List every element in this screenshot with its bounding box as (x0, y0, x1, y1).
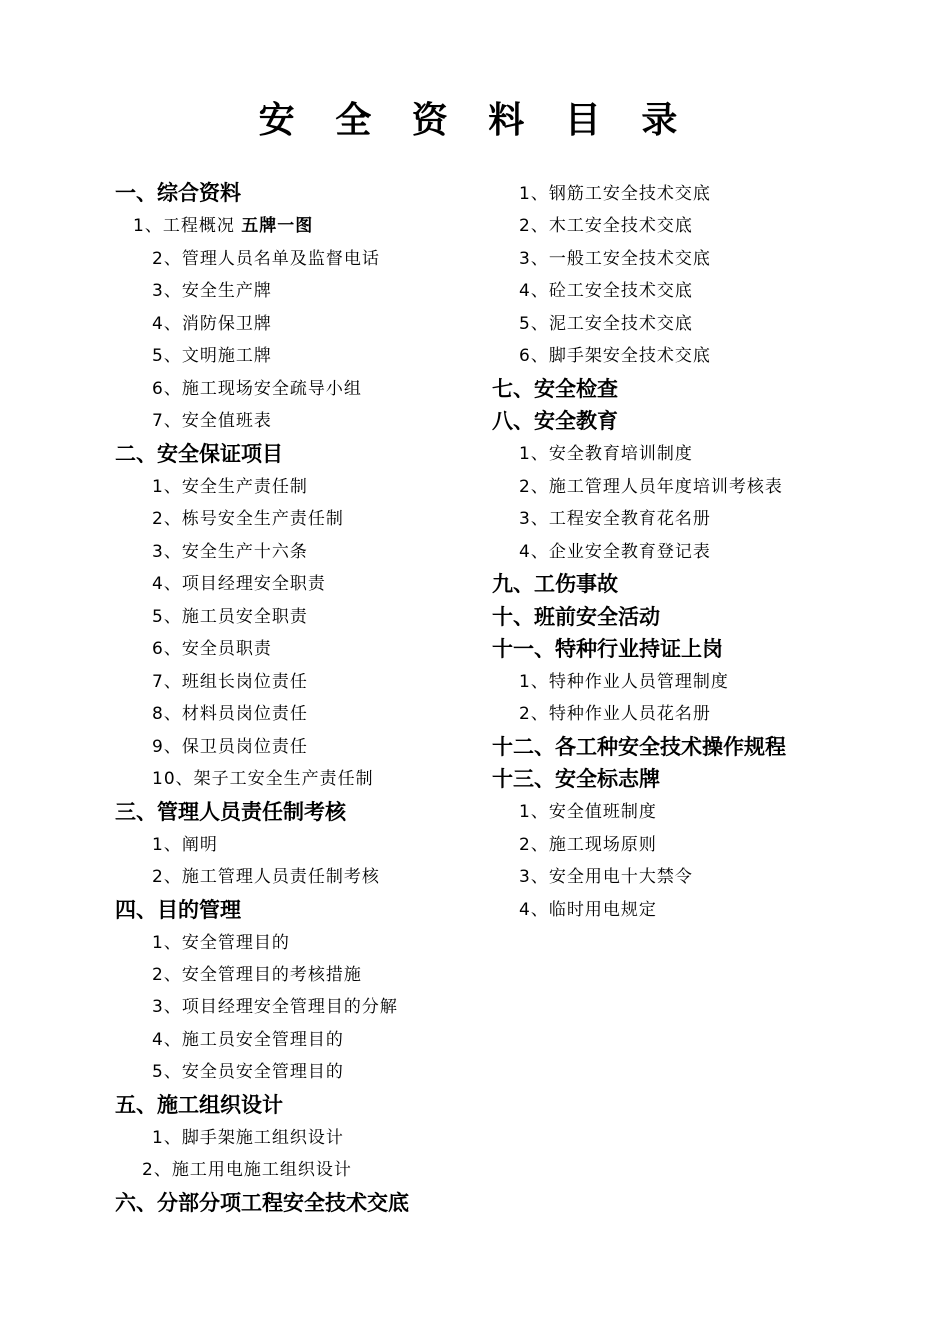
toc-item: 4、项目经理安全职责 (152, 574, 326, 594)
toc-item: 2、施工管理人员责任制考核 (152, 867, 380, 887)
toc-item: 2、施工现场原则 (519, 835, 657, 855)
section-heading: 四、目的管理 (115, 898, 241, 922)
section-heading: 二、安全保证项目 (115, 442, 283, 466)
toc-item: 8、材料员岗位责任 (152, 704, 308, 724)
toc-item: 4、临时用电规定 (519, 900, 657, 920)
toc-item: 1、安全管理目的 (152, 933, 290, 953)
toc-item: 1、钢筋工安全技术交底 (519, 184, 711, 204)
section-heading: 三、管理人员责任制考核 (115, 800, 346, 824)
toc-item: 4、消防保卫牌 (152, 314, 272, 334)
toc-item: 10、架子工安全生产责任制 (152, 769, 374, 789)
toc-item: 5、文明施工牌 (152, 346, 272, 366)
toc-item: 1、特种作业人员管理制度 (519, 672, 729, 692)
toc-item: 1、阐明 (152, 835, 218, 855)
section-heading: 十二、各工种安全技术操作规程 (492, 735, 786, 759)
toc-item: 3、项目经理安全管理目的分解 (152, 997, 398, 1017)
section-heading: 一、综合资料 (115, 181, 241, 205)
toc-item: 1、安全生产责任制 (152, 477, 308, 497)
toc-item: 5、安全员安全管理目的 (152, 1062, 344, 1082)
section-heading: 十一、特种行业持证上岗 (492, 637, 723, 661)
toc-item: 6、脚手架安全技术交底 (519, 346, 711, 366)
section-heading: 九、工伤事故 (492, 572, 618, 596)
toc-item: 2、施工管理人员年度培训考核表 (519, 477, 783, 497)
toc-item: 2、木工安全技术交底 (519, 216, 693, 236)
toc-item: 9、保卫员岗位责任 (152, 737, 308, 757)
section-heading: 七、安全检查 (492, 377, 618, 401)
toc-item: 3、安全生产十六条 (152, 542, 308, 562)
toc-item: 1、安全教育培训制度 (519, 444, 693, 464)
toc-item: 3、工程安全教育花名册 (519, 509, 711, 529)
toc-item: 3、安全生产牌 (152, 281, 272, 301)
section-heading: 五、施工组织设计 (115, 1093, 283, 1117)
section-heading: 十三、安全标志牌 (492, 767, 660, 791)
toc-item: 3、安全用电十大禁令 (519, 867, 693, 887)
section-heading: 十、班前安全活动 (492, 605, 660, 629)
toc-item: 4、砼工安全技术交底 (519, 281, 693, 301)
toc-item: 2、施工用电施工组织设计 (142, 1160, 352, 1180)
page-title: 安 全 资 料 目 录 (258, 99, 692, 141)
toc-item: 7、安全值班表 (152, 411, 272, 431)
toc-item: 1、工程概况 五牌一图 (133, 216, 314, 236)
toc-item: 2、安全管理目的考核措施 (152, 965, 362, 985)
toc-item: 2、管理人员名单及监督电话 (152, 249, 380, 269)
toc-item: 6、施工现场安全疏导小组 (152, 379, 362, 399)
toc-item: 2、栋号安全生产责任制 (152, 509, 344, 529)
toc-item: 1、安全值班制度 (519, 802, 657, 822)
toc-item: 5、泥工安全技术交底 (519, 314, 693, 334)
toc-item: 5、施工员安全职责 (152, 607, 308, 627)
toc-item: 7、班组长岗位责任 (152, 672, 308, 692)
toc-item: 6、安全员职责 (152, 639, 272, 659)
section-heading: 八、安全教育 (492, 409, 618, 433)
toc-item: 4、施工员安全管理目的 (152, 1030, 344, 1050)
toc-item: 1、脚手架施工组织设计 (152, 1128, 344, 1148)
toc-item: 3、一般工安全技术交底 (519, 249, 711, 269)
toc-item: 2、特种作业人员花名册 (519, 704, 711, 724)
toc-item: 4、企业安全教育登记表 (519, 542, 711, 562)
section-heading: 六、分部分项工程安全技术交底 (115, 1191, 409, 1215)
